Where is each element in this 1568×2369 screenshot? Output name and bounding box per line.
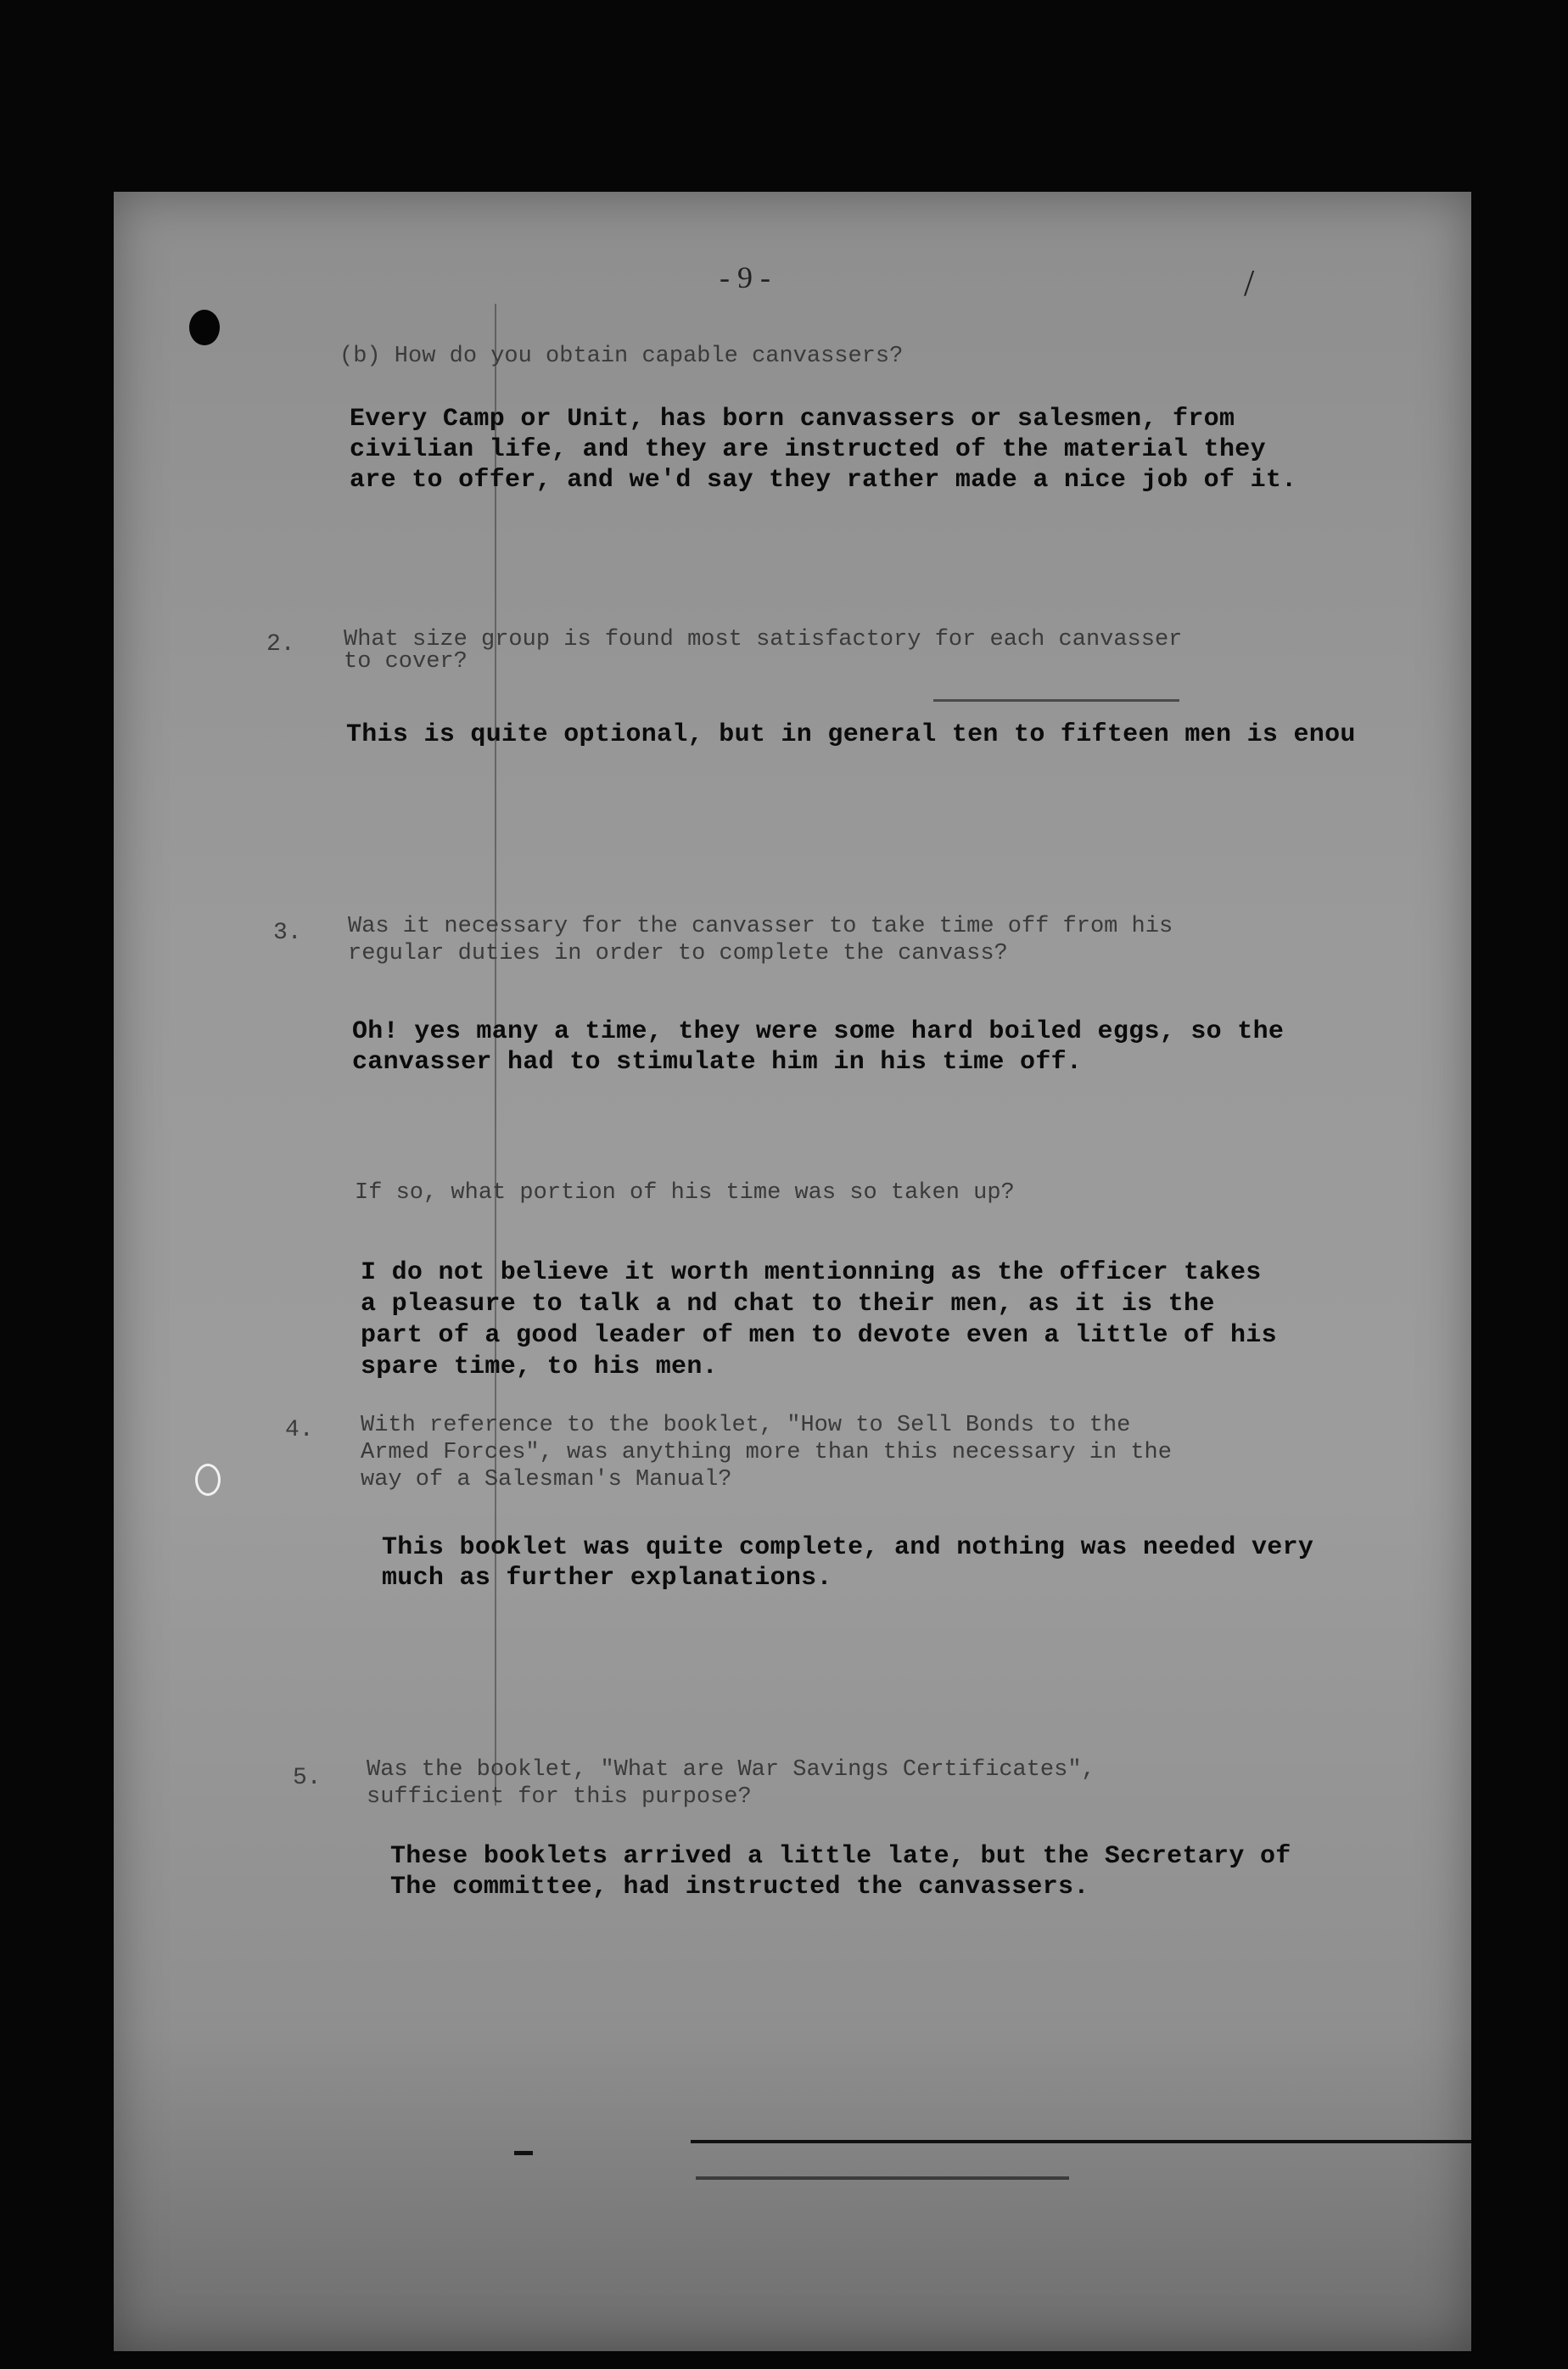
punch-hole-top bbox=[189, 310, 220, 345]
question-line: If so, what portion of his time was so taken up? bbox=[355, 1180, 1015, 1206]
answer-line: Every Camp or Unit, has born canvassers or salesmen, from bbox=[350, 405, 1235, 434]
bottom-rule bbox=[691, 2140, 1471, 2143]
question-line: Was the booklet, "What are War Savings Certificates", bbox=[367, 1757, 1095, 1783]
question-5 bbox=[367, 1756, 1095, 1811]
answer-4 bbox=[382, 1532, 1313, 1593]
question-number: 2. bbox=[266, 631, 295, 658]
answer-line: The committee, had instructed the canvassers. bbox=[390, 1873, 1089, 1901]
question-b bbox=[339, 343, 903, 370]
answer-line: I do not believe it worth mentionning as the officer takes bbox=[361, 1258, 1262, 1287]
question-number: 4. bbox=[285, 1417, 314, 1443]
question-line: With reference to the booklet, "How to Sell Bonds to the bbox=[361, 1413, 1131, 1438]
answer-3-followup bbox=[361, 1257, 1277, 1383]
top-smudge bbox=[933, 699, 1179, 702]
question-number: 3. bbox=[273, 920, 302, 946]
answer-b bbox=[350, 404, 1296, 496]
answer-line: are to offer, and we'd say they rather made a nice job of it. bbox=[350, 466, 1297, 495]
question-line: way of a Salesman's Manual? bbox=[361, 1467, 732, 1493]
question-line: regular duties in order to complete the canvass? bbox=[348, 941, 1008, 966]
punch-hole-middle bbox=[195, 1464, 221, 1496]
bottom-tick bbox=[514, 2151, 533, 2155]
question-line: to cover? bbox=[344, 649, 468, 675]
question-line: (b) How do you obtain capable canvassers? bbox=[339, 344, 904, 369]
answer-line: much as further explanations. bbox=[382, 1564, 832, 1593]
question-line: Armed Forces", was anything more than this necessary in the bbox=[361, 1440, 1172, 1465]
question-line: Was it necessary for the canvasser to take time off from his bbox=[348, 914, 1173, 939]
answer-line: civilian life, and they are instructed of the material they bbox=[350, 435, 1266, 464]
answer-line: This booklet was quite complete, and nothing was needed very bbox=[382, 1533, 1314, 1562]
bottom-smudge bbox=[696, 2176, 1069, 2180]
answer-line: This is quite optional, but in general ten to fifteen men is enou bbox=[346, 720, 1356, 749]
answer-line: canvasser had to stimulate him in his time off. bbox=[352, 1048, 1083, 1077]
page-number: - 9 - bbox=[720, 260, 770, 294]
question-line: sufficient for this purpose? bbox=[367, 1784, 752, 1810]
answer-line: These booklets arrived a little late, but the Secretary of bbox=[390, 1842, 1291, 1871]
question-4 bbox=[361, 1412, 1172, 1493]
question-line: What size group is found most satisfactory for each canvasser bbox=[344, 627, 1183, 652]
question-3 bbox=[348, 913, 1173, 967]
answer-line: a pleasure to talk a nd chat to their men, as it is the bbox=[361, 1290, 1215, 1319]
corner-mark: / bbox=[1244, 262, 1255, 304]
answer-3 bbox=[352, 1016, 1284, 1078]
answer-5 bbox=[390, 1841, 1291, 1902]
question-number: 5. bbox=[293, 1765, 322, 1791]
answer-line: spare time, to his men. bbox=[361, 1353, 718, 1381]
question-2 bbox=[344, 626, 1182, 675]
answer-line: Oh! yes many a time, they were some hard boiled eggs, so the bbox=[352, 1017, 1285, 1046]
answer-line: part of a good leader of men to devote even a little of his bbox=[361, 1321, 1277, 1350]
answer-2 bbox=[346, 720, 1356, 750]
question-3-followup bbox=[355, 1179, 1015, 1207]
